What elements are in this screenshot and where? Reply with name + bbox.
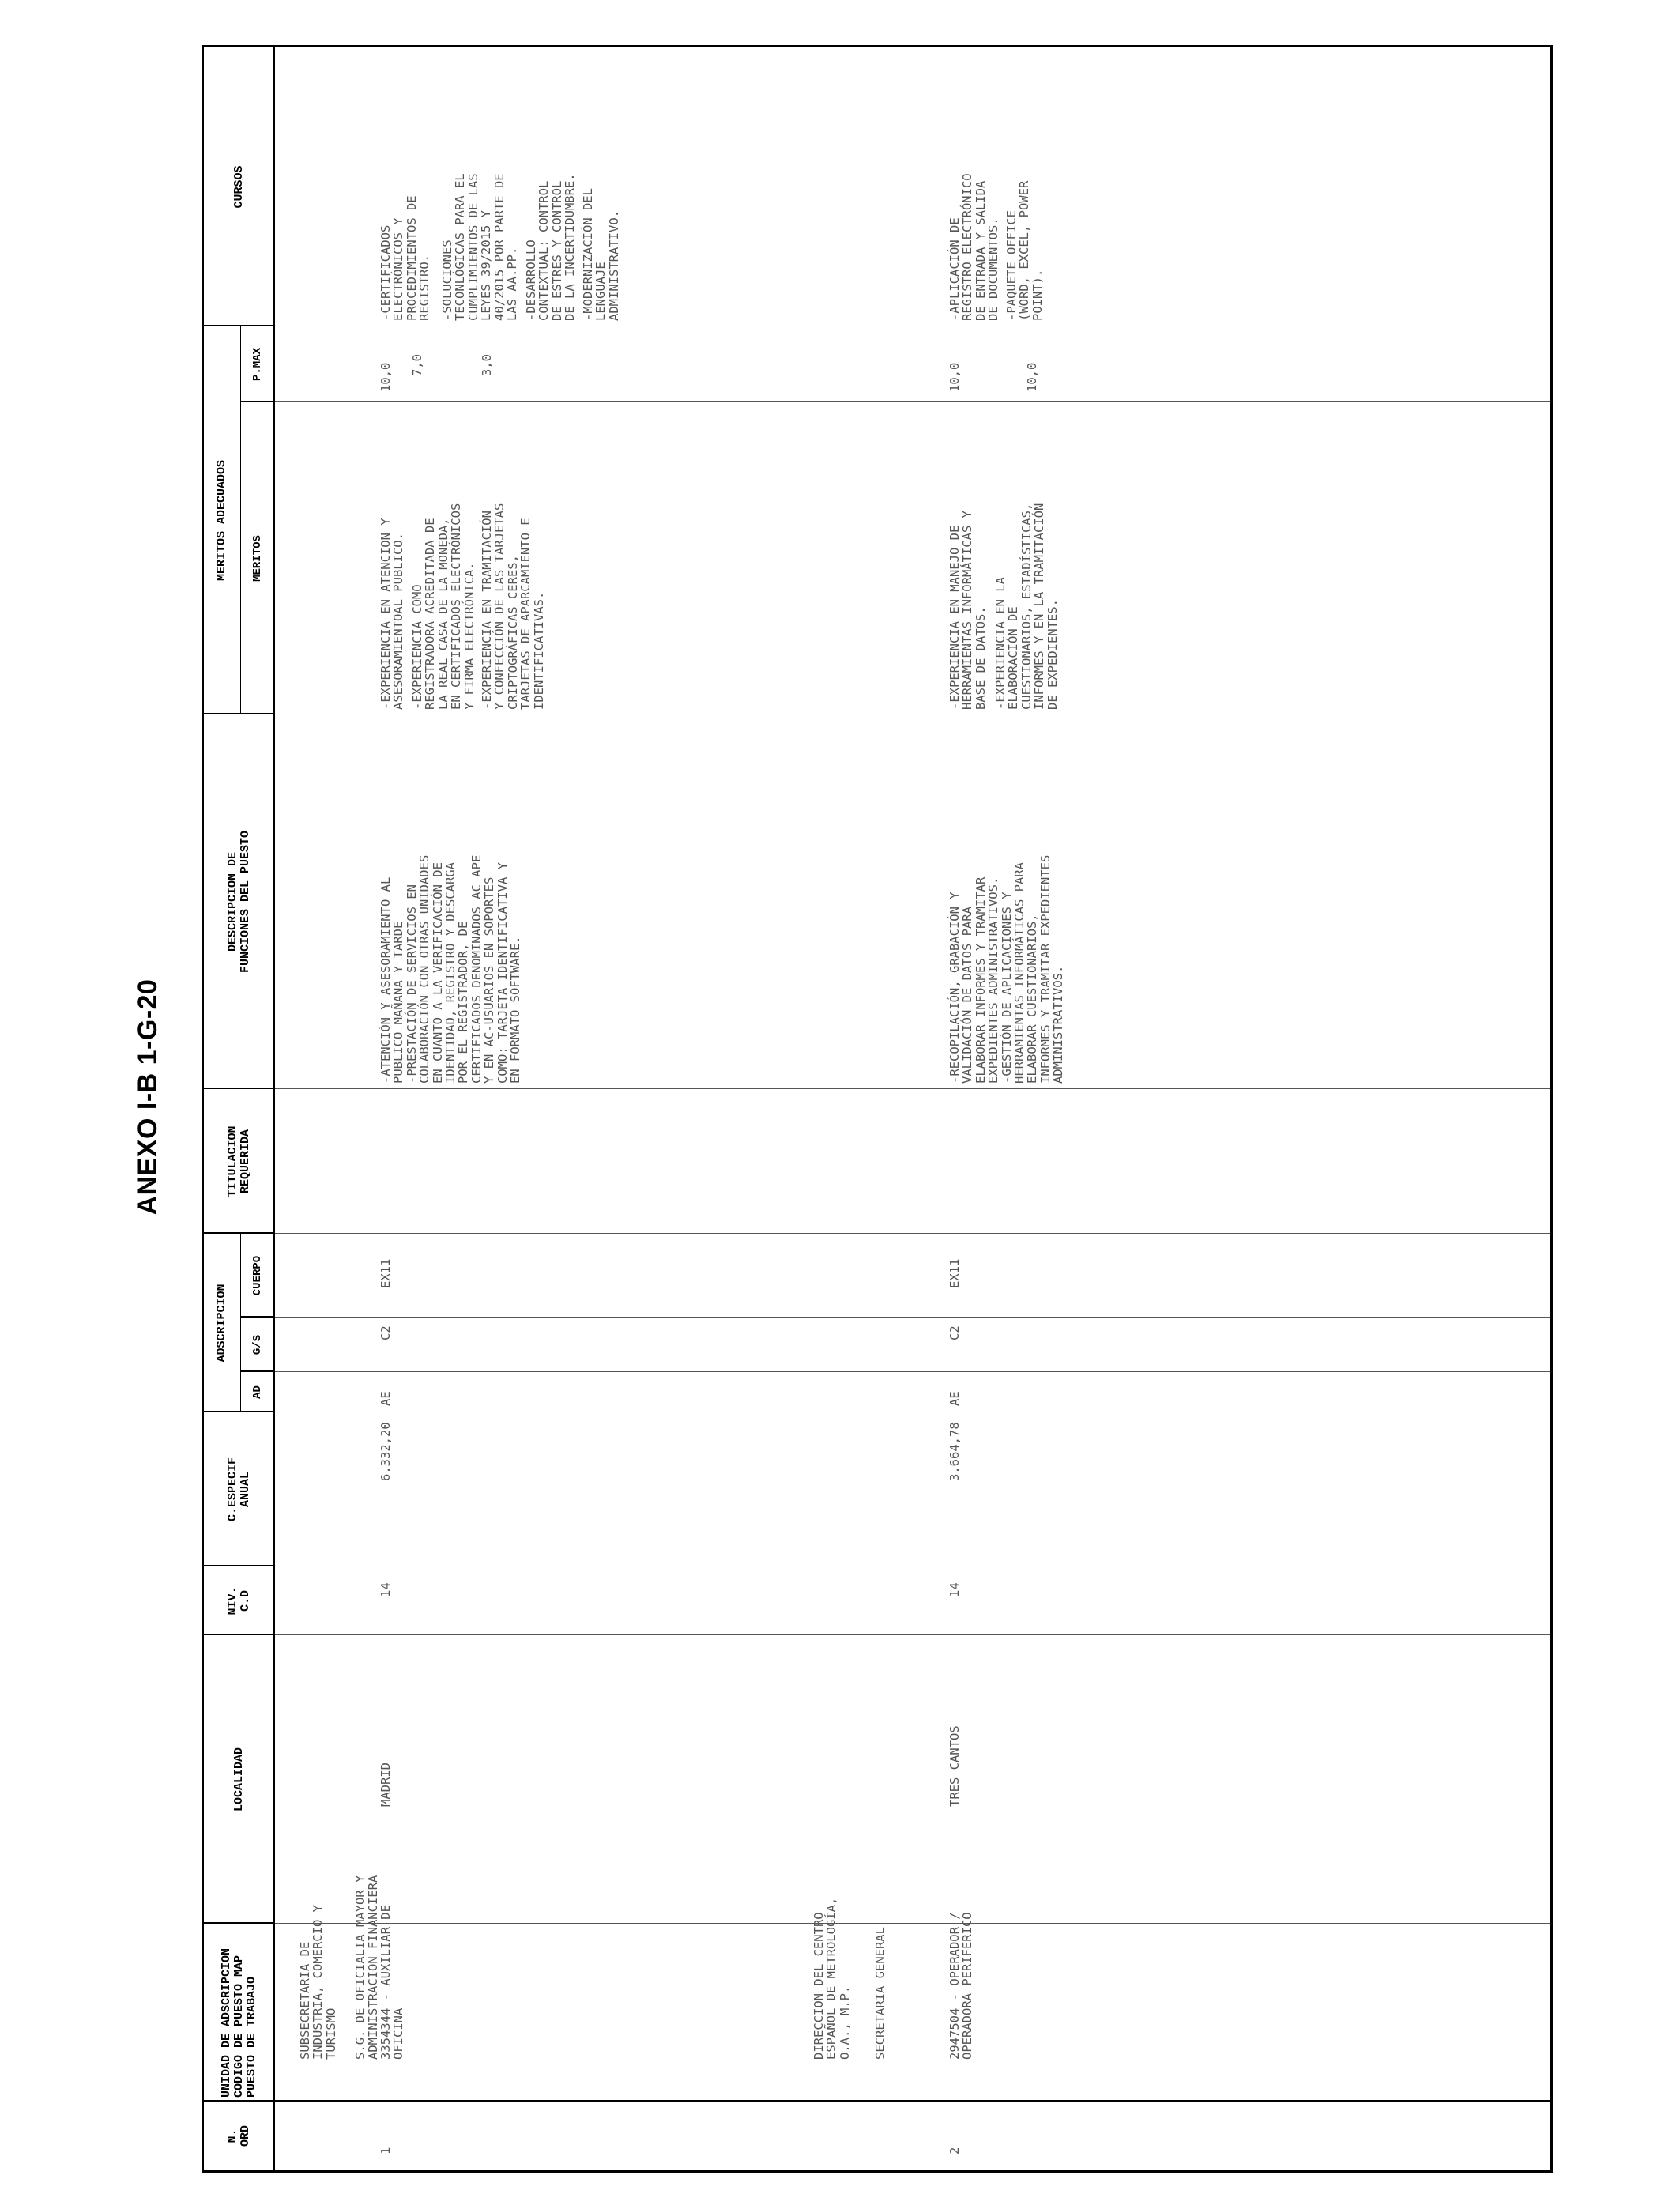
- row-nivel: 14: [379, 1582, 393, 1597]
- row-merito-pmax: 10,0: [379, 362, 393, 392]
- header-titulacion: TITULACION REQUERIDA: [226, 1125, 252, 1197]
- row-grupo: C2: [379, 1325, 393, 1340]
- header-descripcion: DESCRIPCION DE FUNCIONES DEL PUESTO: [226, 830, 252, 974]
- row-curso: -APLICACIÓN DE REGISTRO ELECTRÓNICO DE ENTRADA Y SALIDA DE DOCUMENTOS.: [947, 173, 1001, 321]
- row-number: 1: [379, 2147, 393, 2154]
- row-localidad: MADRID: [379, 1762, 393, 1807]
- header-niv: NIV. C.D: [226, 1586, 252, 1615]
- row-merito: -EXPERIENCIA EN MANEJO DE HERRAMIENTAS INFORMÁTICAS Y BASE DE DATOS.: [947, 511, 988, 710]
- header-cursos: CURSOS: [232, 165, 246, 209]
- row-merito: -EXPERIENCIA EN TRAMITACIÓN Y CONFECCIÓN DE LAS TARJETAS CRIPTOGRÁFICAS CERES, TARJETAS DE APARCAMIENTO E IDENTIFICATIVAS.: [480, 503, 546, 710]
- row-curso: -DESARROLLO CONTEXTUAL: CONTROL DE ESTRES Y CONTROL DE LA INCERTIDUMBRE.: [524, 173, 578, 321]
- header-unidad: UNIDAD DE ADSCRIPCION CODIGO DE PUESTO MAP PUESTO DE TRABAJO: [220, 1947, 258, 2098]
- row-merito-pmax: 7,0: [410, 354, 424, 376]
- row-merito: -EXPERIENCIA COMO REGISTRADORA ACREDITADA DE LA REAL CASA DE LA MONEDA, EN CERTIFICADOS ELECTRÓNICOS Y FIRMA ELECTRÓNICA.: [410, 503, 477, 710]
- row-puesto: 2947504 - OPERADOR / OPERADORA PERIFERICO: [947, 1912, 975, 2060]
- unit-secretaria-general: SECRETARIA GENERAL: [873, 1927, 887, 2060]
- header-pmax: P.MAX: [251, 348, 264, 382]
- header-cuerpo: CUERPO: [251, 1255, 264, 1296]
- row-merito: -EXPERIENCIA EN LA ELABORACIÓN DE CUESTIONARIOS, ESTADÍSTICAS, INFORMES Y EN LA TRAMITACIÓN DE EXPEDIENTES.: [993, 503, 1060, 710]
- positions-table: [202, 45, 1553, 2173]
- row-merito-pmax: 3,0: [480, 354, 494, 376]
- header-ad: AD: [251, 1385, 264, 1399]
- row-grupo: C2: [947, 1325, 962, 1340]
- unit-subsecretaria: SUBSECRETARIA DE INDUSTRIA, COMERCIO Y TURISMO: [298, 1905, 338, 2060]
- row-cuerpo: EX11: [379, 1258, 393, 1288]
- row-curso: -CERTIFICADOS ELECTRÓNICOS Y PROCEDIMIENTOS DE REGISTRO.: [379, 195, 432, 321]
- row-merito-pmax: 10,0: [947, 362, 962, 392]
- row-complemento-especifico: 3.664,78: [947, 1422, 962, 1481]
- unit-sg-oficialia: S.G. DE OFICIALIA MAYOR Y ADMINISTRACION FINANCIERA: [353, 1875, 381, 2060]
- table-header: [204, 47, 275, 2170]
- row-curso: -MODERNIZACIÓN DEL LENGUAJE ADMINISTRATIVO.: [581, 188, 621, 321]
- row-merito-pmax: 10,0: [1025, 362, 1039, 392]
- header-meritos: MERITOS: [251, 535, 264, 582]
- header-localidad: LOCALIDAD: [232, 1747, 246, 1812]
- unit-direccion-cem: DIRECCION DEL CENTRO ESPAÑOL DE METROLOGÍA, O.A., M.P.: [812, 1897, 852, 2060]
- row-merito: -EXPERIENCIA EN ATENCION Y ASESORAMIENTOAL PUBLICO.: [379, 518, 406, 710]
- row-ad: AE: [947, 1391, 962, 1406]
- header-gs: G/S: [251, 1334, 264, 1355]
- row-nivel: 14: [947, 1582, 962, 1597]
- header-adscripcion: ADSCRIPCION: [215, 1284, 228, 1363]
- row-complemento-especifico: 6.332,20: [379, 1422, 393, 1481]
- row-puesto: 3354344 - AUXILIAR DE OFICINA: [379, 1905, 406, 2060]
- row-descripcion: -ATENCIÓN Y ASESORAMIENTO AL PUBLICO MAÑANA Y TARDE -PRESTACIÓN DE SERVICIOS EN COLABORACIÓN CON OTRAS UNIDADES EN CUANTO A LA VERIFICACIÓN DE IDENTIDAD, REGISTRO Y DESCARGA POR EL REGISTRADOR, DE CERTIFICADOS DENOMINADOS AC APE Y EN AC-USUARIOS EN SOPORTES COMO: TARJETA IDENTIFICATIVA Y EN FORMATO SOFTWARE.: [379, 854, 523, 1084]
- row-number: 2: [947, 2147, 962, 2154]
- header-meritos-adecuados: MERITOS ADECUADOS: [215, 459, 228, 582]
- anexo-title: ANEXO I-B 1-G-20: [133, 978, 163, 1216]
- row-cuerpo: EX11: [947, 1258, 962, 1288]
- header-n-ord: N. ORD: [226, 2125, 252, 2147]
- header-cespecif: C.ESPECIF ANUAL: [226, 1457, 252, 1522]
- row-curso: -PAQUETE OFFICE (WORD, EXCEL, POWER POINT).: [1004, 180, 1045, 321]
- row-localidad: TRES CANTOS: [947, 1725, 962, 1807]
- row-ad: AE: [379, 1391, 393, 1406]
- row-descripcion: -RECOPILACIÓN, GRABACIÓN Y VALIDACIÓN DE DATOS PARA ELABORAR INFORMES Y TRAMITAR EXPEDIENTES ADMINISTRATIVOS. -GESTIÓN DE APLICACIONES Y HERRAMIENTAS INFORMÁTICAS PARA ELABORAR CUESTIONARIOS, INFORMES Y TRAMITAR EXPEDIENTES ADMINISTRATIVOS.: [947, 854, 1066, 1084]
- row-curso: -SOLUCIONES TECONLÓGICAS PARA EL CUMPLIMIENTOS DE LAS LEYES 39/2015 Y 40/2015 POR PARTE DE LAS AA.PP.: [440, 173, 520, 321]
